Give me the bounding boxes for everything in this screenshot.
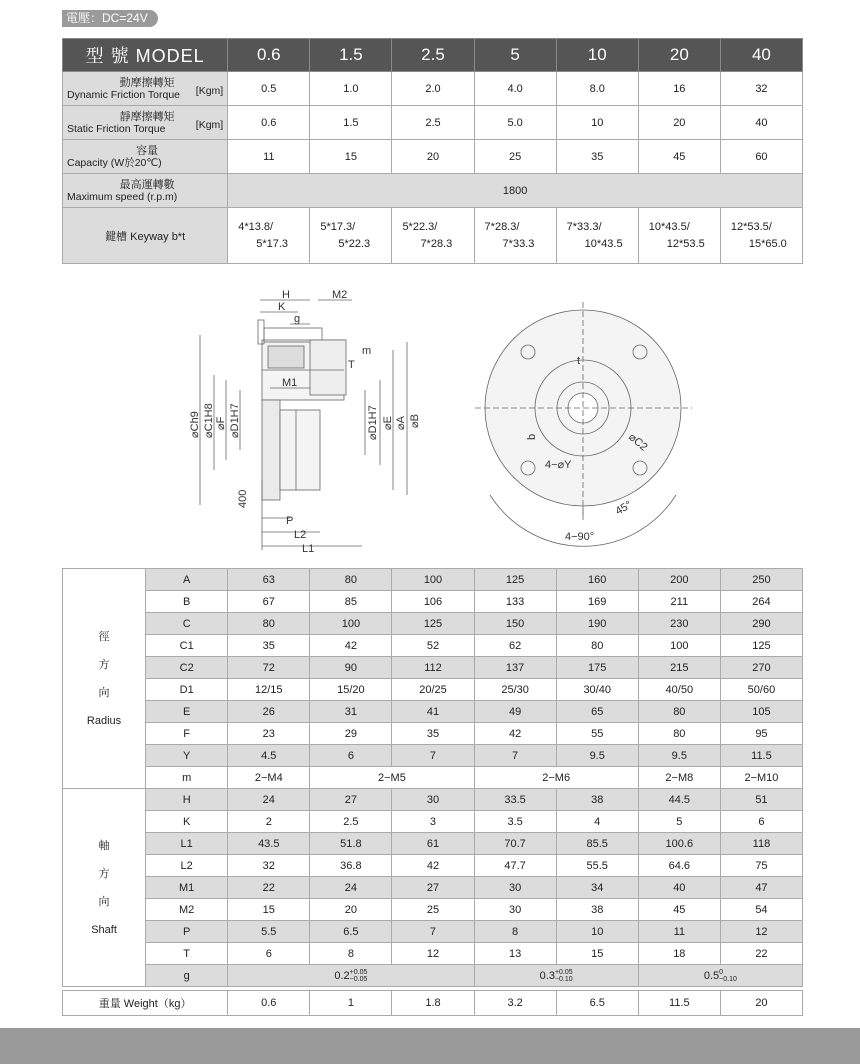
cell: 8.0 <box>556 72 638 106</box>
row-label: 最高運轉數 Maximum speed (r.p.m) <box>63 174 228 208</box>
cell: 125 <box>392 613 474 635</box>
cell: 80 <box>556 635 638 657</box>
tol-down: −0.10 <box>554 975 573 983</box>
cell: 7 <box>392 745 474 767</box>
cell: 5*22.3/ 7*28.3 <box>392 208 474 264</box>
cell: 30/40 <box>556 679 638 701</box>
label-90: 4−90° <box>565 531 595 543</box>
cell: 23 <box>228 723 310 745</box>
cell: 12 <box>720 921 802 943</box>
cell: 215 <box>638 657 720 679</box>
label-B: ⌀B <box>409 414 421 428</box>
label-E: ⌀E <box>382 416 394 430</box>
row-key: g <box>146 965 228 987</box>
tol-range <box>350 969 368 983</box>
cell: 7*28.3/ 7*33.3 <box>474 208 556 264</box>
label-D1H7: ⌀D1H7 <box>229 403 241 438</box>
cell: 80 <box>228 613 310 635</box>
cell: 72 <box>228 657 310 679</box>
cell: 2.5 <box>392 106 474 140</box>
cell: 4.0 <box>474 72 556 106</box>
cell: 47 <box>720 877 802 899</box>
keyway-row <box>63 208 803 264</box>
row-key: B <box>146 591 228 613</box>
cell: 169 <box>556 591 638 613</box>
table-row <box>63 635 803 657</box>
cell: 100.6 <box>638 833 720 855</box>
cell: 9.5 <box>556 745 638 767</box>
cell: 55.5 <box>556 855 638 877</box>
cell: 15 <box>228 899 310 921</box>
cell: 38 <box>556 899 638 921</box>
row-key: C1 <box>146 635 228 657</box>
label-C2: ⌀C2 <box>626 431 650 454</box>
cell: 50/60 <box>720 679 802 701</box>
cell: 137 <box>474 657 556 679</box>
cell: 1 <box>310 991 392 1016</box>
model-header: 型 號 MODEL <box>63 39 228 72</box>
row-key: L2 <box>146 855 228 877</box>
cell: 25 <box>474 140 556 174</box>
table-row <box>63 811 803 833</box>
tol-range <box>555 969 573 983</box>
cell: 30 <box>392 789 474 811</box>
cell: 15 <box>310 140 392 174</box>
cell: 32 <box>720 72 802 106</box>
cell: 80 <box>638 723 720 745</box>
cell: 190 <box>556 613 638 635</box>
cell: 106 <box>392 591 474 613</box>
cell: 90 <box>310 657 392 679</box>
cell: 65 <box>556 701 638 723</box>
cell: 40 <box>638 877 720 899</box>
label-m: m <box>362 345 372 357</box>
model-col: 0.6 <box>228 39 310 72</box>
cell: 32 <box>228 855 310 877</box>
cell: 6 <box>228 943 310 965</box>
cell: 40/50 <box>638 679 720 701</box>
cell: 2−M5 <box>310 767 474 789</box>
cell: 7 <box>474 745 556 767</box>
row-key: m <box>146 767 228 789</box>
cell: 49 <box>474 701 556 723</box>
cell: 27 <box>392 877 474 899</box>
cell: 51 <box>720 789 802 811</box>
cell: 60 <box>720 140 802 174</box>
cell: 6 <box>720 811 802 833</box>
cell: 35 <box>392 723 474 745</box>
cell: 230 <box>638 613 720 635</box>
tolerance-cell <box>638 965 802 987</box>
tol-up: +0.05 <box>349 968 368 976</box>
cell: 125 <box>720 635 802 657</box>
row-key: C <box>146 613 228 635</box>
cell: 52 <box>392 635 474 657</box>
table-row <box>63 679 803 701</box>
label-K: K <box>278 301 286 313</box>
table-row <box>63 855 803 877</box>
capacity-row <box>63 140 803 174</box>
table-row <box>63 789 803 811</box>
table-row <box>63 943 803 965</box>
group-en: Shaft <box>91 923 117 936</box>
cell: 6 <box>310 745 392 767</box>
cell: 11.5 <box>720 745 802 767</box>
cell: 118 <box>720 833 802 855</box>
cell: 70.7 <box>474 833 556 855</box>
cell: 2−M6 <box>474 767 638 789</box>
table-row <box>63 613 803 635</box>
flange <box>262 400 280 500</box>
cell: 45 <box>638 140 720 174</box>
group-cn: 方 <box>98 658 110 671</box>
cell: 100 <box>310 613 392 635</box>
group-cn: 軸 <box>98 839 110 852</box>
cell: 95 <box>720 723 802 745</box>
cell: 125 <box>474 569 556 591</box>
row-key: A <box>146 569 228 591</box>
cell: 64.6 <box>638 855 720 877</box>
model-header-row <box>63 39 803 72</box>
cell: 45 <box>638 899 720 921</box>
cell: 3 <box>392 811 474 833</box>
cell: 80 <box>638 701 720 723</box>
table-row <box>63 569 803 591</box>
cell: 13 <box>474 943 556 965</box>
cell: 0.6 <box>228 991 310 1016</box>
tolerance-cell <box>474 965 638 987</box>
cell: 1.8 <box>392 991 474 1016</box>
voltage-badge: 電壓：DC=24V <box>62 10 158 27</box>
cell: 18 <box>638 943 720 965</box>
cell: 2 <box>228 811 310 833</box>
cell: 100 <box>638 635 720 657</box>
group-label <box>63 569 146 789</box>
cell: 27 <box>310 789 392 811</box>
cell: 54 <box>720 899 802 921</box>
group-label <box>63 789 146 987</box>
cell: 20 <box>638 106 720 140</box>
cell: 35 <box>556 140 638 174</box>
cell: 133 <box>474 591 556 613</box>
group-cn: 向 <box>98 686 110 699</box>
cell: 150 <box>474 613 556 635</box>
row-key: M2 <box>146 899 228 921</box>
tolerance-cell <box>228 965 474 987</box>
dimension-body <box>63 569 803 987</box>
cell: 4.5 <box>228 745 310 767</box>
weight-row <box>63 991 803 1016</box>
model-col: 2.5 <box>392 39 474 72</box>
label-Ch9: ⌀Ch9 <box>189 411 201 438</box>
cell: 43.5 <box>228 833 310 855</box>
table-row-g <box>63 965 803 987</box>
label-D1H7-right: ⌀D1H7 <box>367 405 379 440</box>
row-key: L1 <box>146 833 228 855</box>
technical-drawing <box>0 280 860 565</box>
cell: 40 <box>720 106 802 140</box>
cell: 41 <box>392 701 474 723</box>
cell: 62 <box>474 635 556 657</box>
cell: 47.7 <box>474 855 556 877</box>
cell: 33.5 <box>474 789 556 811</box>
label-lead: 400 <box>237 489 249 508</box>
cell: 35 <box>228 635 310 657</box>
dynamic-torque-row <box>63 72 803 106</box>
cell: 6.5 <box>556 991 638 1016</box>
cell: 2−M8 <box>638 767 720 789</box>
cell: 29 <box>310 723 392 745</box>
cell: 270 <box>720 657 802 679</box>
cell: 2.0 <box>392 72 474 106</box>
spec-table <box>62 38 803 264</box>
cell: 25/30 <box>474 679 556 701</box>
label-L1: L1 <box>302 543 315 555</box>
row-key: H <box>146 789 228 811</box>
cell: 30 <box>474 877 556 899</box>
tol-up: 0 <box>719 968 724 976</box>
cell: 36.8 <box>310 855 392 877</box>
cell: 160 <box>556 569 638 591</box>
tol-down: −0.10 <box>719 975 737 983</box>
cell: 20 <box>310 899 392 921</box>
row-key: Y <box>146 745 228 767</box>
cell: 24 <box>310 877 392 899</box>
tol-down: −0.05 <box>349 975 368 983</box>
row-key: M1 <box>146 877 228 899</box>
table-row <box>63 833 803 855</box>
cell: 200 <box>638 569 720 591</box>
hub <box>310 340 346 395</box>
cell: 11 <box>228 140 310 174</box>
dimension-table <box>62 568 803 987</box>
keyway-label: 鍵槽 Keyway b*t <box>63 208 228 264</box>
sleeve <box>280 410 320 490</box>
row-key: F <box>146 723 228 745</box>
row-key: T <box>146 943 228 965</box>
label-g: g <box>294 313 301 325</box>
group-cn: 向 <box>98 895 110 908</box>
cell: 75 <box>720 855 802 877</box>
row-key: K <box>146 811 228 833</box>
label-M1: M1 <box>282 377 298 389</box>
coil <box>268 346 304 368</box>
table-row <box>63 657 803 679</box>
static-torque-row <box>63 106 803 140</box>
group-cn: 方 <box>98 867 110 880</box>
cell: 42 <box>392 855 474 877</box>
table-row <box>63 723 803 745</box>
label-t: t <box>577 355 581 367</box>
cell: 55 <box>556 723 638 745</box>
table-row <box>63 921 803 943</box>
table-row <box>63 701 803 723</box>
label-A: ⌀A <box>395 416 407 430</box>
cell: 15/20 <box>310 679 392 701</box>
cell: 3.2 <box>474 991 556 1016</box>
label-45: 45° <box>613 498 634 518</box>
table-row <box>63 899 803 921</box>
cell: 31 <box>310 701 392 723</box>
cell: 3.5 <box>474 811 556 833</box>
cell: 100 <box>392 569 474 591</box>
cell: 7 <box>392 921 474 943</box>
tol-range <box>719 969 737 983</box>
cell: 5 <box>638 811 720 833</box>
cell: 12/15 <box>228 679 310 701</box>
tol-up: +0.05 <box>554 968 573 976</box>
cell: 5.5 <box>228 921 310 943</box>
cell: 10*43.5/ 12*53.5 <box>638 208 720 264</box>
weight-label: 重量 Weight（kg） <box>63 991 228 1016</box>
cell: 0.5 <box>228 72 310 106</box>
cell: 112 <box>392 657 474 679</box>
cell: 264 <box>720 591 802 613</box>
row-key: E <box>146 701 228 723</box>
cell: 175 <box>556 657 638 679</box>
cell: 1.0 <box>310 72 392 106</box>
cell: 22 <box>720 943 802 965</box>
model-col: 1.5 <box>310 39 392 72</box>
cell: 25 <box>392 899 474 921</box>
cell: 24 <box>228 789 310 811</box>
label-P: P <box>286 515 294 527</box>
cell: 67 <box>228 591 310 613</box>
row-label: 容量 Capacity (W於20℃) <box>63 140 228 174</box>
cell: 4*13.8/ 5*17.3 <box>228 208 310 264</box>
cell: 16 <box>638 72 720 106</box>
cell: 51.8 <box>310 833 392 855</box>
label-T: T <box>348 359 355 371</box>
cell: 211 <box>638 591 720 613</box>
cell: 15 <box>556 943 638 965</box>
cell: 4 <box>556 811 638 833</box>
cell: 9.5 <box>638 745 720 767</box>
cell: 12*53.5/ 15*65.0 <box>720 208 802 264</box>
cell: 10 <box>556 106 638 140</box>
speed-value: 1800 <box>228 174 803 208</box>
cell: 44.5 <box>638 789 720 811</box>
cell: 38 <box>556 789 638 811</box>
cell: 1.5 <box>310 106 392 140</box>
row-key: P <box>146 921 228 943</box>
group-cn: 徑 <box>98 630 110 643</box>
row-label: 靜摩擦轉矩 Static Friction Torque [Kgm] <box>63 106 228 140</box>
model-col: 10 <box>556 39 638 72</box>
footer-bar <box>0 1028 860 1064</box>
label-F: ⌀F <box>215 416 227 430</box>
label-C1H8: ⌀C1H8 <box>203 403 215 438</box>
label-M2: M2 <box>332 289 348 301</box>
row-label: 動摩擦轉矩 Dynamic Friction Torque [Kgm] <box>63 72 228 106</box>
cell: 85 <box>310 591 392 613</box>
label-L2: L2 <box>294 529 307 541</box>
row-key: C2 <box>146 657 228 679</box>
cell: 0.6 <box>228 106 310 140</box>
cell: 30 <box>474 899 556 921</box>
model-col: 40 <box>720 39 802 72</box>
cell: 11 <box>638 921 720 943</box>
row-key: D1 <box>146 679 228 701</box>
front-view <box>475 302 692 546</box>
cell: 63 <box>228 569 310 591</box>
model-col: 20 <box>638 39 720 72</box>
cell: 2−M10 <box>720 767 802 789</box>
cell: 2.5 <box>310 811 392 833</box>
cell: 20/25 <box>392 679 474 701</box>
group-en: Radius <box>86 714 122 727</box>
cell: 10 <box>556 921 638 943</box>
weight-table <box>62 990 803 1016</box>
cell: 290 <box>720 613 802 635</box>
cell: 20 <box>392 140 474 174</box>
cell: 12 <box>392 943 474 965</box>
cell: 26 <box>228 701 310 723</box>
cell: 5*17.3/ 5*22.3 <box>310 208 392 264</box>
tol-base: 0.3 <box>539 969 555 982</box>
cell: 34 <box>556 877 638 899</box>
label-holes: 4−⌀Y <box>545 459 572 471</box>
cell: 8 <box>474 921 556 943</box>
cell: 250 <box>720 569 802 591</box>
label-b: b <box>526 433 538 440</box>
cell: 85.5 <box>556 833 638 855</box>
cell: 7*33.3/ 10*43.5 <box>556 208 638 264</box>
cell: 22 <box>228 877 310 899</box>
tol-base: 0.2 <box>334 969 350 982</box>
speed-row <box>63 174 803 208</box>
label-H: H <box>282 289 290 301</box>
table-row <box>63 591 803 613</box>
cell: 105 <box>720 701 802 723</box>
table-row <box>63 877 803 899</box>
cell: 20 <box>720 991 802 1016</box>
cell: 11.5 <box>638 991 720 1016</box>
table-row-m <box>63 767 803 789</box>
cell: 5.0 <box>474 106 556 140</box>
model-col: 5 <box>474 39 556 72</box>
cell: 8 <box>310 943 392 965</box>
tol-base: 0.5 <box>703 969 720 982</box>
cell: 42 <box>474 723 556 745</box>
table-row <box>63 745 803 767</box>
cell: 61 <box>392 833 474 855</box>
cell: 80 <box>310 569 392 591</box>
cell: 42 <box>310 635 392 657</box>
cell: 6.5 <box>310 921 392 943</box>
cell: 2−M4 <box>228 767 310 789</box>
